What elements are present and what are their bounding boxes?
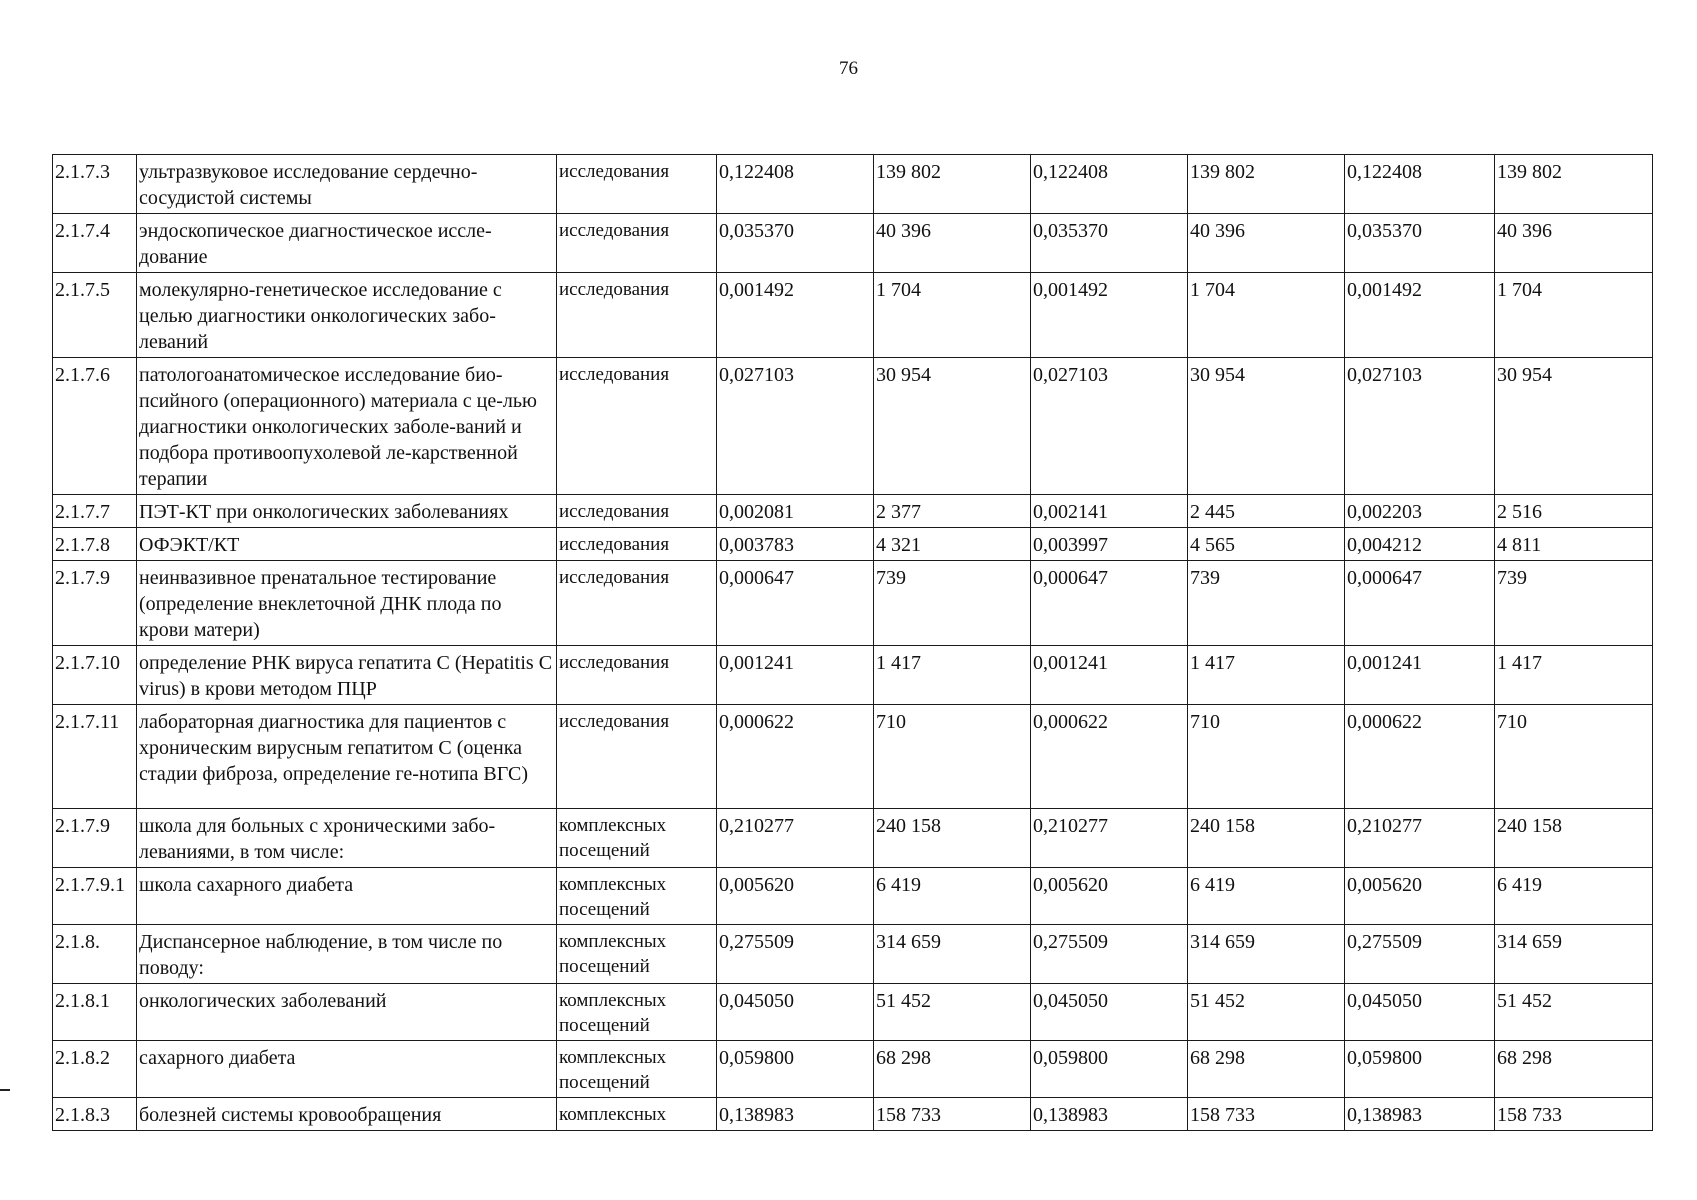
row-unit: исследования: [557, 358, 717, 495]
row-value: 2 516: [1495, 495, 1653, 528]
row-unit: исследования: [557, 155, 717, 214]
row-name: школа сахарного диабета: [137, 868, 557, 925]
row-unit: исследования: [557, 705, 717, 809]
row-value: 30 954: [1188, 358, 1345, 495]
table-row: [53, 561, 1653, 646]
row-value: 0,001492: [717, 273, 874, 358]
row-value: 4 811: [1495, 528, 1653, 561]
row-name: ПЭТ-КТ при онкологических заболеваниях: [137, 495, 557, 528]
row-value: 40 396: [1495, 214, 1653, 273]
row-unit: комплексных посещений: [557, 1041, 717, 1098]
row-value: 1 704: [1495, 273, 1653, 358]
row-value: 0,027103: [717, 358, 874, 495]
table-row: [53, 1098, 1653, 1131]
row-value: 0,210277: [1345, 809, 1495, 868]
table-row: [53, 273, 1653, 358]
row-code: 2.1.7.6: [53, 358, 137, 495]
row-value: 0,275509: [717, 925, 874, 984]
row-value: 710: [1188, 705, 1345, 809]
table-row: [53, 528, 1653, 561]
row-value: 314 659: [874, 925, 1031, 984]
row-name: неинвазивное пренатальное тестирование (определение внеклеточной ДНК плода по крови матери): [137, 561, 557, 646]
row-code: 2.1.7.8: [53, 528, 137, 561]
row-value: 0,210277: [1031, 809, 1188, 868]
table-row: [53, 358, 1653, 495]
row-value: 0,001241: [717, 646, 874, 705]
row-value: 0,035370: [1345, 214, 1495, 273]
row-unit: комплексных посещений: [557, 809, 717, 868]
row-value: 0,001241: [1031, 646, 1188, 705]
row-value: 2 445: [1188, 495, 1345, 528]
row-value: 0,005620: [1345, 868, 1495, 925]
row-code: 2.1.7.11: [53, 705, 137, 809]
row-unit: исследования: [557, 273, 717, 358]
row-name: ОФЭКТ/КТ: [137, 528, 557, 561]
row-name: сахарного диабета: [137, 1041, 557, 1098]
row-value: 30 954: [1495, 358, 1653, 495]
row-code: 2.1.7.5: [53, 273, 137, 358]
row-name: Диспансерное наблюдение, в том числе по поводу:: [137, 925, 557, 984]
table-row: [53, 1041, 1653, 1098]
row-value: 0,000647: [717, 561, 874, 646]
table-row: [53, 868, 1653, 925]
row-name: молекулярно-генетическое исследование с целью диагностики онкологических забо-леваний: [137, 273, 557, 358]
row-unit: комплексных посещений: [557, 984, 717, 1041]
row-value: 0,045050: [1345, 984, 1495, 1041]
row-value: 4 565: [1188, 528, 1345, 561]
row-value: 0,000622: [1345, 705, 1495, 809]
table-row: [53, 646, 1653, 705]
row-value: 2 377: [874, 495, 1031, 528]
row-value: 30 954: [874, 358, 1031, 495]
row-unit: исследования: [557, 646, 717, 705]
row-value: 51 452: [1495, 984, 1653, 1041]
row-value: 0,138983: [1031, 1098, 1188, 1131]
row-value: 240 158: [1188, 809, 1345, 868]
row-value: 0,003783: [717, 528, 874, 561]
row-value: 6 419: [1495, 868, 1653, 925]
row-name: определение РНК вируса гепатита С (Hepatitis С virus) в крови методом ПЦР: [137, 646, 557, 705]
row-value: 0,210277: [717, 809, 874, 868]
row-unit: комплексных: [557, 1098, 717, 1131]
row-name: эндоскопическое диагностическое иссле-дование: [137, 214, 557, 273]
row-value: 6 419: [874, 868, 1031, 925]
row-value: 158 733: [1495, 1098, 1653, 1131]
row-value: 51 452: [1188, 984, 1345, 1041]
row-value: 68 298: [1495, 1041, 1653, 1098]
row-value: 0,001241: [1345, 646, 1495, 705]
row-value: 0,027103: [1031, 358, 1188, 495]
row-name: онкологических заболеваний: [137, 984, 557, 1041]
row-name: школа для больных с хроническими забо-леваниями, в том числе:: [137, 809, 557, 868]
row-value: 0,045050: [717, 984, 874, 1041]
row-unit: исследования: [557, 214, 717, 273]
row-code: 2.1.7.9: [53, 809, 137, 868]
row-code: 2.1.7.9: [53, 561, 137, 646]
row-value: 139 802: [1188, 155, 1345, 214]
row-value: 158 733: [1188, 1098, 1345, 1131]
row-value: 139 802: [874, 155, 1031, 214]
table-row: [53, 925, 1653, 984]
row-value: 1 417: [874, 646, 1031, 705]
table-row: [53, 705, 1653, 809]
row-value: 51 452: [874, 984, 1031, 1041]
row-value: 739: [874, 561, 1031, 646]
row-name: патологоанатомическое исследование био-псийного (операционного) материала с це-лью диагностики онкологических заболе-ваний и подбора противоопухолевой ле-карственной терапии: [137, 358, 557, 495]
row-unit: комплексных посещений: [557, 925, 717, 984]
table-row: [53, 495, 1653, 528]
row-name: болезней системы кровообращения: [137, 1098, 557, 1131]
row-value: 0,122408: [1031, 155, 1188, 214]
row-value: 0,000647: [1345, 561, 1495, 646]
row-value: 0,000622: [717, 705, 874, 809]
row-value: 240 158: [874, 809, 1031, 868]
row-code: 2.1.8.3: [53, 1098, 137, 1131]
row-value: 0,059800: [1345, 1041, 1495, 1098]
row-value: 0,000647: [1031, 561, 1188, 646]
table-row: [53, 214, 1653, 273]
row-code: 2.1.8.1: [53, 984, 137, 1041]
row-unit: исследования: [557, 495, 717, 528]
row-value: 0,138983: [1345, 1098, 1495, 1131]
row-name: ультразвуковое исследование сердечно-сосудистой системы: [137, 155, 557, 214]
row-value: 0,027103: [1345, 358, 1495, 495]
row-value: 0,004212: [1345, 528, 1495, 561]
row-value: 6 419: [1188, 868, 1345, 925]
row-value: 0,002141: [1031, 495, 1188, 528]
row-code: 2.1.7.10: [53, 646, 137, 705]
row-value: 0,003997: [1031, 528, 1188, 561]
row-value: 314 659: [1495, 925, 1653, 984]
table-row: [53, 155, 1653, 214]
row-value: 0,138983: [717, 1098, 874, 1131]
row-value: 68 298: [1188, 1041, 1345, 1098]
row-value: 1 417: [1495, 646, 1653, 705]
row-value: 40 396: [874, 214, 1031, 273]
row-code: 2.1.8.: [53, 925, 137, 984]
page-number: 76: [839, 58, 858, 79]
margin-mark: [0, 1089, 10, 1091]
row-value: 0,059800: [717, 1041, 874, 1098]
row-code: 2.1.8.2: [53, 1041, 137, 1098]
row-name: лабораторная диагностика для пациентов с хроническим вирусным гепатитом С (оценка стадии фиброза, определение ге-нотипа ВГС): [137, 705, 557, 809]
row-value: 0,001492: [1345, 273, 1495, 358]
row-value: 139 802: [1495, 155, 1653, 214]
data-table: [52, 154, 1653, 1131]
row-value: 0,059800: [1031, 1041, 1188, 1098]
row-value: 0,005620: [717, 868, 874, 925]
row-unit: комплексных посещений: [557, 868, 717, 925]
row-value: 0,035370: [717, 214, 874, 273]
row-value: 4 321: [874, 528, 1031, 561]
row-value: 0,002203: [1345, 495, 1495, 528]
row-value: 710: [1495, 705, 1653, 809]
row-code: 2.1.7.4: [53, 214, 137, 273]
row-code: 2.1.7.3: [53, 155, 137, 214]
row-value: 0,035370: [1031, 214, 1188, 273]
row-value: 739: [1495, 561, 1653, 646]
row-unit: исследования: [557, 561, 717, 646]
row-value: 240 158: [1495, 809, 1653, 868]
row-value: 0,002081: [717, 495, 874, 528]
row-value: 0,005620: [1031, 868, 1188, 925]
row-value: 0,045050: [1031, 984, 1188, 1041]
table-row: [53, 984, 1653, 1041]
row-value: 0,001492: [1031, 273, 1188, 358]
table-row: [53, 809, 1653, 868]
row-value: 0,275509: [1031, 925, 1188, 984]
row-value: 0,122408: [1345, 155, 1495, 214]
row-value: 0,275509: [1345, 925, 1495, 984]
row-code: 2.1.7.7: [53, 495, 137, 528]
row-value: 739: [1188, 561, 1345, 646]
row-value: 1 704: [1188, 273, 1345, 358]
row-value: 1 704: [874, 273, 1031, 358]
row-unit: исследования: [557, 528, 717, 561]
row-value: 1 417: [1188, 646, 1345, 705]
row-value: 40 396: [1188, 214, 1345, 273]
row-value: 710: [874, 705, 1031, 809]
row-value: 68 298: [874, 1041, 1031, 1098]
row-value: 158 733: [874, 1098, 1031, 1131]
row-code: 2.1.7.9.1: [53, 868, 137, 925]
row-value: 0,122408: [717, 155, 874, 214]
row-value: 314 659: [1188, 925, 1345, 984]
row-value: 0,000622: [1031, 705, 1188, 809]
